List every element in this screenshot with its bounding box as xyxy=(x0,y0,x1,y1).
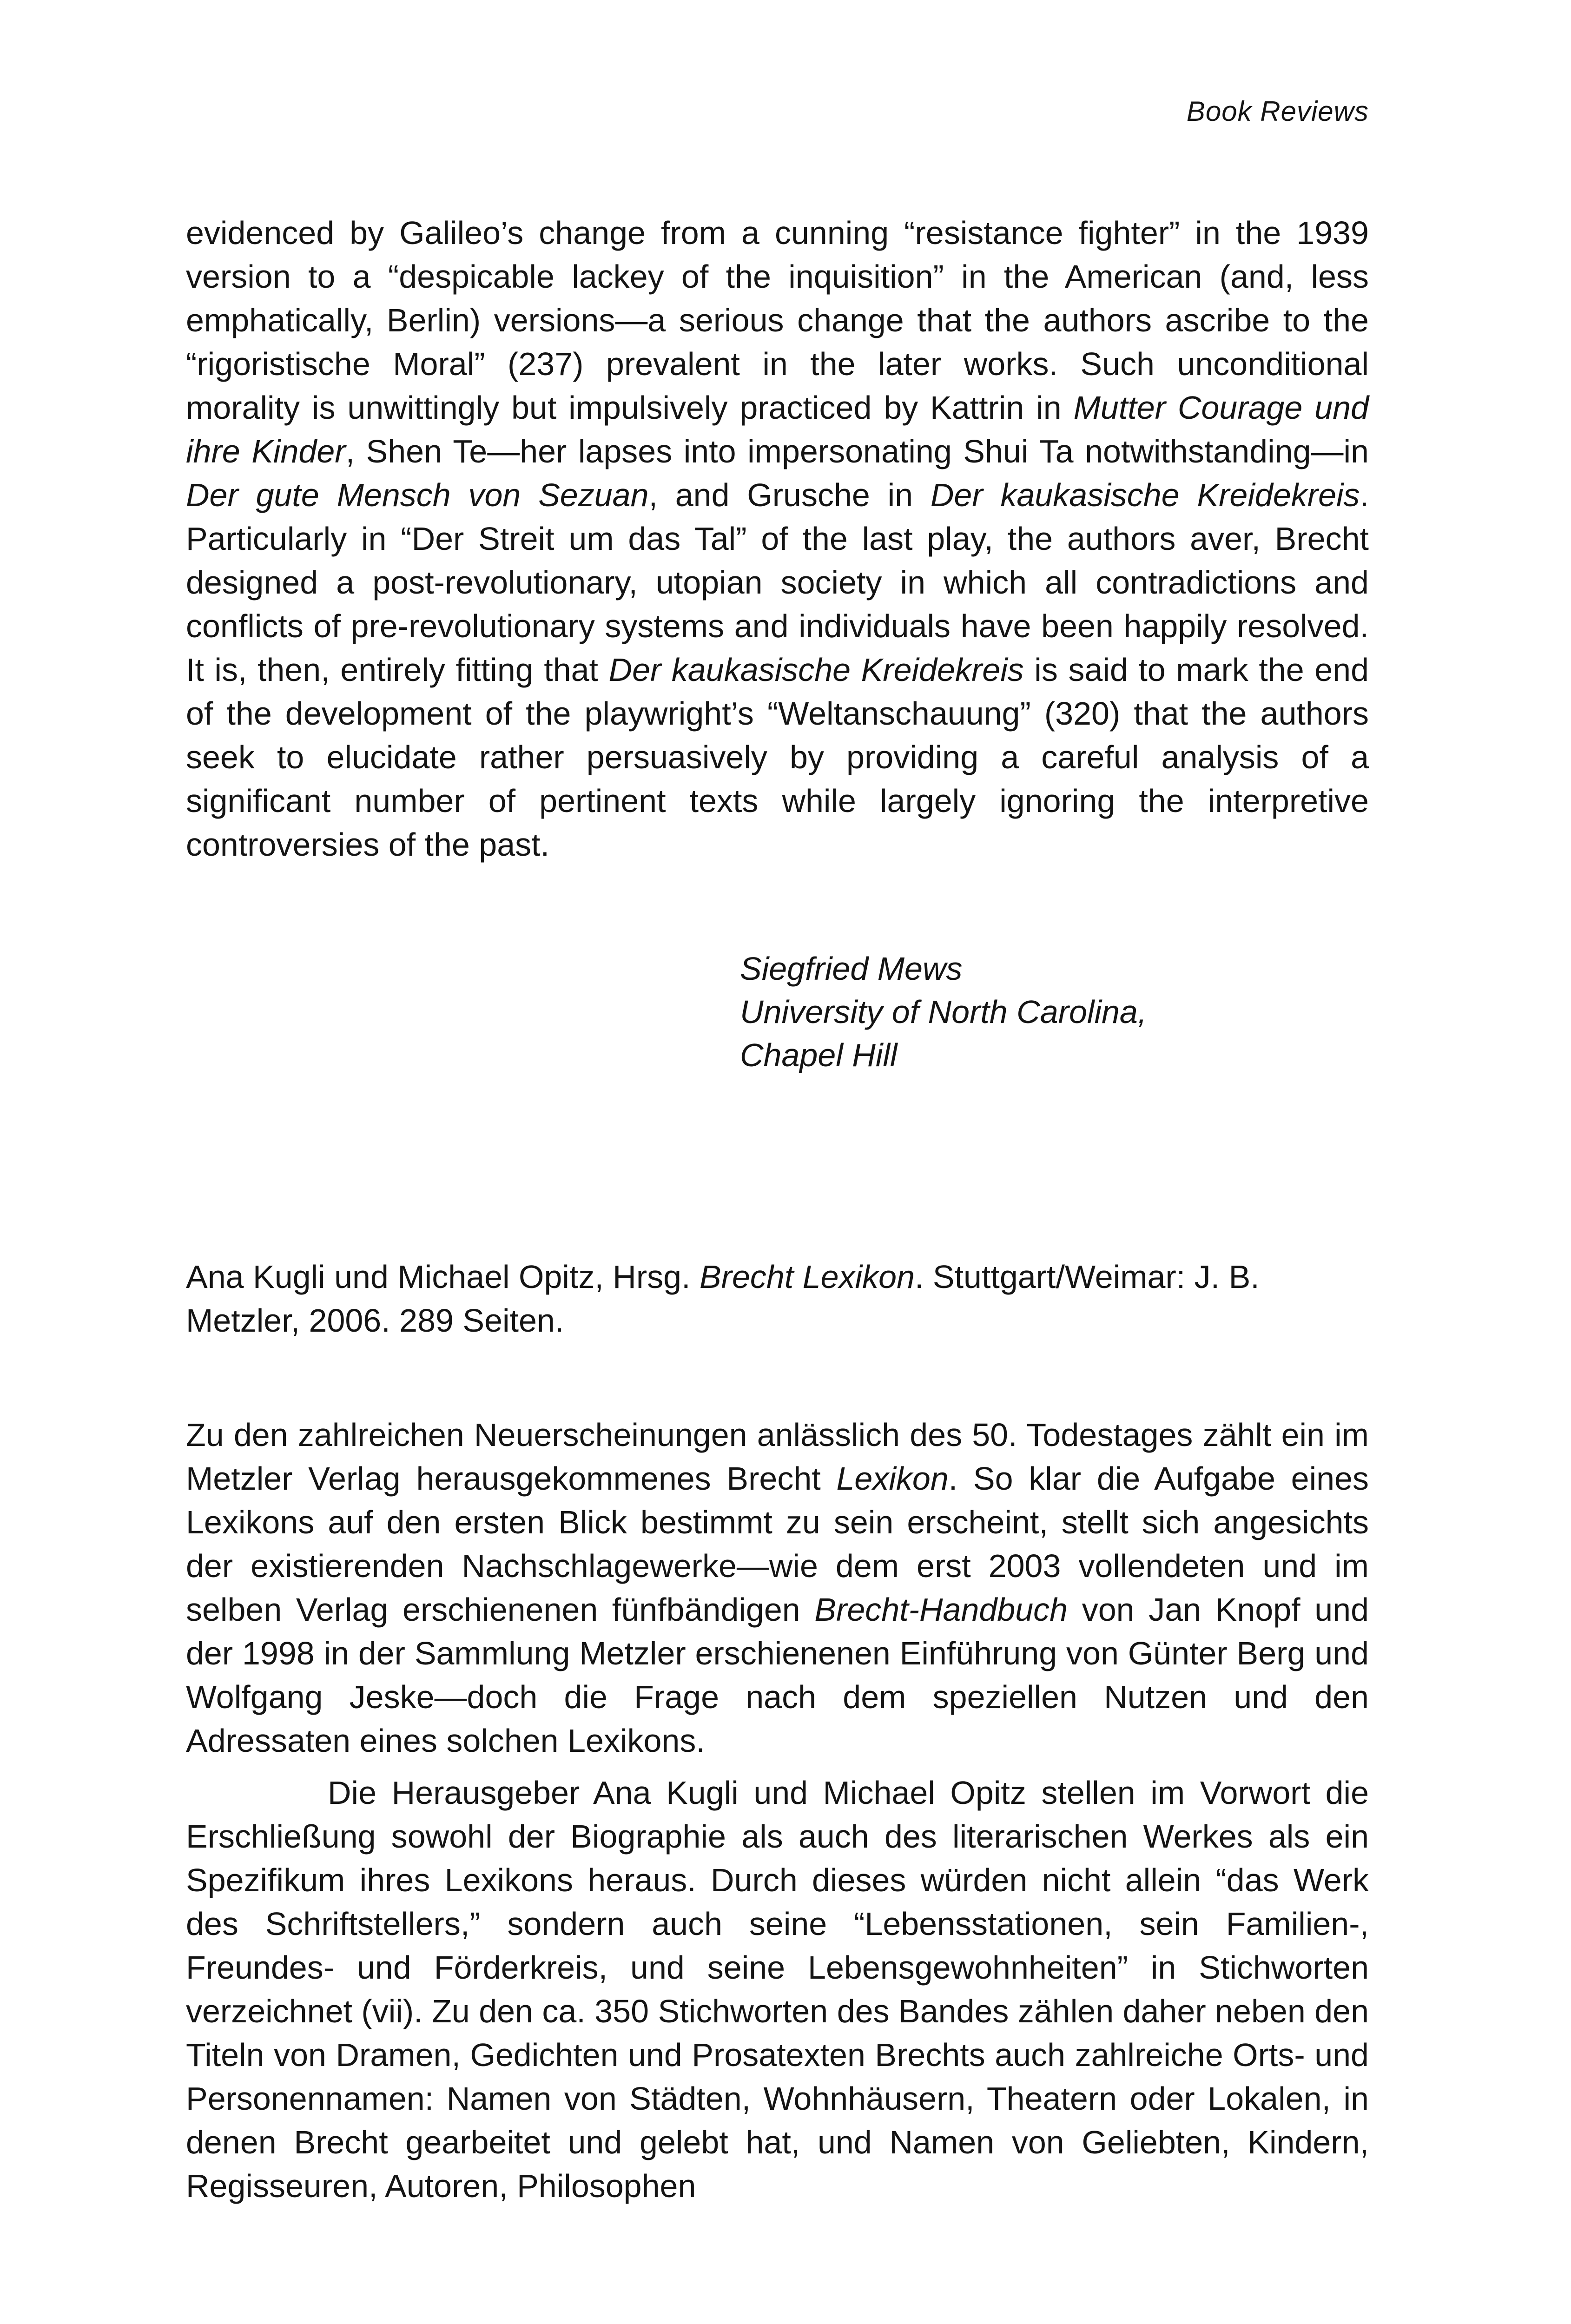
book-title: Brecht Lexikon xyxy=(699,1259,915,1295)
running-head: Book Reviews xyxy=(1186,96,1369,127)
reviewer-name: Siegfried Mews xyxy=(740,951,963,987)
text-run: Ana Kugli und Michael Opitz, Hrsg. xyxy=(186,1259,700,1295)
text-run: . So klar die Aufgabe eines Lexikons auf den ersten Blick bestimmt zu sein erscheint, stellt sich angesichts der existierenden Nachschlagewerke—wie dem erst 2003 vollendeten und im selben Verlag erschienenen fünfbändigen xyxy=(186,1460,1369,1628)
reviewer-signature xyxy=(740,947,1147,1077)
play-title: Der kaukasische Kreidekreis xyxy=(608,652,1024,688)
text-run: . Stuttgart/Weimar: J. B. Metzler, 2006. 289 Seiten. xyxy=(186,1259,1260,1339)
text-run: von Jan Knopf und der 1998 in der Sammlung Metzler erschienenen Einführung von Günter Berg und Wolfgang Jeske—doch die Frage nach dem speziellen Nutzen und den Adressaten eines solchen Lexikons. xyxy=(186,1591,1369,1759)
book-citation xyxy=(186,1255,1369,1342)
play-title: Der kaukasische Kreidekreis xyxy=(930,477,1360,513)
text-run: , Shen Te—her lapses into impersonating Shui Ta notwithstanding—in xyxy=(345,433,1369,469)
review-1-body xyxy=(186,211,1369,866)
book-title: Lexikon xyxy=(836,1460,949,1497)
review-2-paragraph-1 xyxy=(186,1413,1369,1763)
text-run: is said to mark the end of the development of the playwright’s “Weltanschauung” (320) that the authors seek to elucidate rather persuasively by providing a careful analysis of a significant number of pertinent texts while largely ignoring the interpretive controversies of the past. xyxy=(186,652,1369,863)
text-run: . Particularly in “Der Streit um das Tal” of the last play, the authors aver, Brecht designed a post-revolutionary, utopian society in which all contradictions and conflicts of pre-revolutionary systems and individuals have been happily resolved. It is, then, entirely fitting that xyxy=(186,477,1369,688)
text-run: , and Grusche in xyxy=(648,477,931,513)
play-title: Der gute Mensch von Sezuan xyxy=(186,477,649,513)
text-run: Die Herausgeber Ana Kugli und Michael Opitz stellen im Vorwort die Erschließung sowohl der Biographie als auch des literarischen Werkes als ein Spezifikum ihres Lexikons heraus. Durch dieses würden nicht allein “das Werk des Schriftstellers,” sondern auch seine “Lebensstationen, sein Familien-, Freundes- und Förderkreis, und seine Lebensgewohnheiten” in Stichworten verzeichnet (vii). Zu den ca. 350 Stichworten des Bandes zählen daher neben den Titeln von Dramen, Gedichten und Prosatexten Brechts auch zahlreiche Orts- und Personennamen: Namen von Städten, Wohnhäusern, Theatern oder Lokalen, in denen Brecht gearbeitet und gelebt hat, und Namen von Geliebten, Kindern, Regisseuren, Autoren, Philosophen xyxy=(186,1775,1369,2204)
review-2-paragraph-2 xyxy=(186,1771,1369,2208)
text-run: Zu den zahlreichen Neuerscheinungen anlässlich des 50. Todestages zählt ein im Metzler Verlag herausgekommenes Brecht xyxy=(186,1417,1369,1497)
text-run: evidenced by Galileo’s change from a cunning “resistance fighter” in the 1939 version to a “despicable lackey of the inquisition” in the American (and, less emphatically, Berlin) versions—a serious change that the authors ascribe to the “rigoristische Moral” (237) prevalent in the later works. Such unconditional morality is unwittingly but impulsively practiced by Kattrin in xyxy=(186,215,1369,426)
reviewer-location: Chapel Hill xyxy=(740,1037,898,1073)
reviewer-affiliation: University of North Carolina, xyxy=(740,994,1147,1030)
review-2-body xyxy=(186,1413,1369,2208)
book-title: Brecht-Handbuch xyxy=(814,1591,1068,1628)
review-1-paragraph xyxy=(186,211,1369,866)
play-title: Mutter Courage und ihre Kinder xyxy=(186,390,1369,469)
